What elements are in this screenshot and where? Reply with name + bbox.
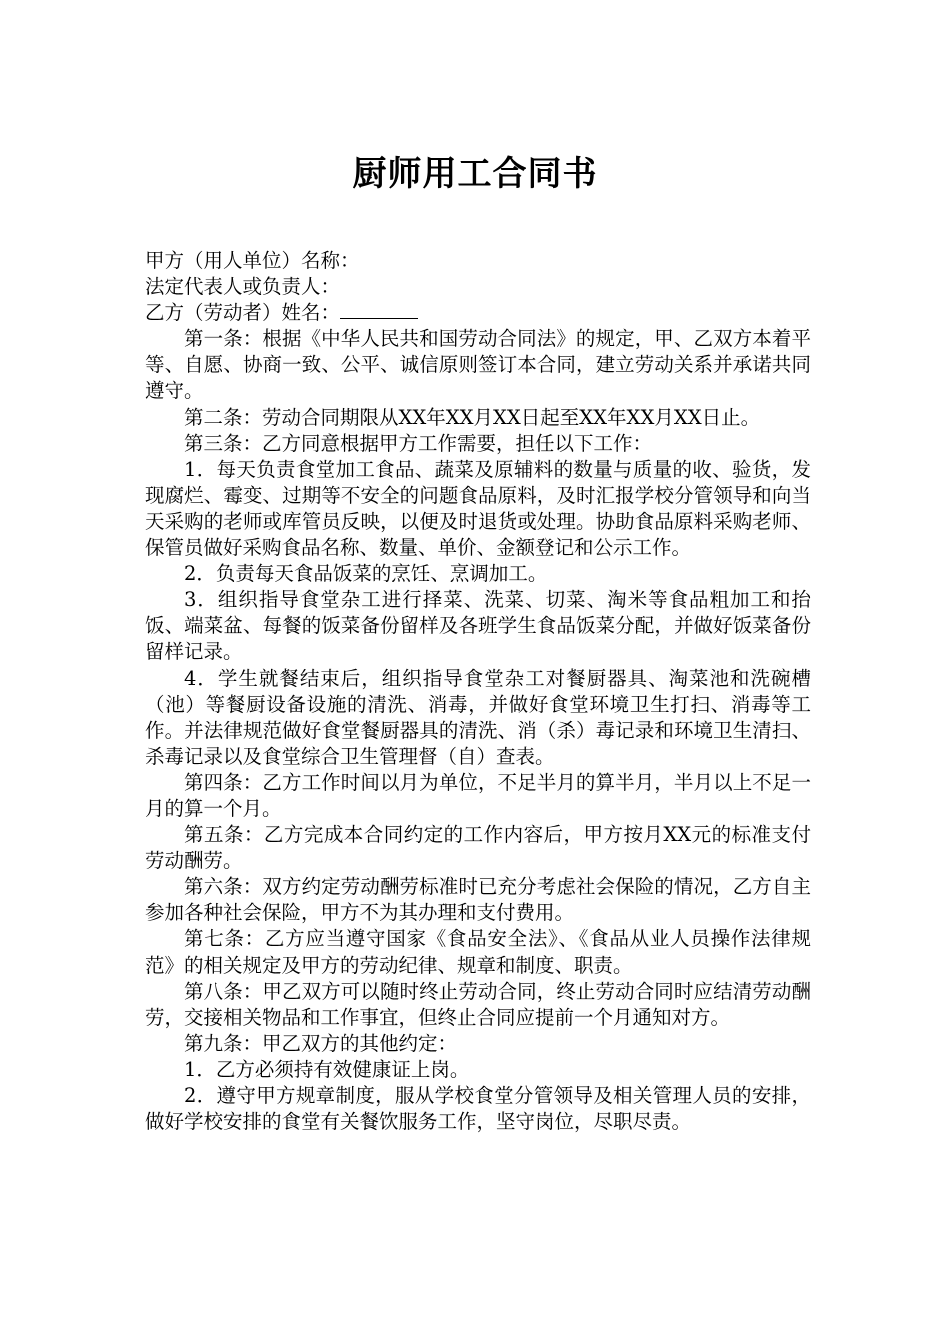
article-3-item-3: 3．组织指导食堂杂工进行择菜、洗菜、切菜、淘米等食品粗加工和抬饭、端菜盆、每餐的饭菜备份留样及各班学生食品饭菜分配，并做好饭菜备份留样记录。 bbox=[145, 588, 811, 664]
document-body bbox=[145, 248, 811, 1135]
legal-representative-line: 法定代表人或负责人： bbox=[145, 275, 341, 299]
article-9-item-1: 1．乙方必须持有效健康证上岗。 bbox=[184, 1057, 470, 1081]
party-b-name-label: 乙方（劳动者）姓名： bbox=[145, 301, 341, 325]
article-9-item-2: 2．遵守甲方规章制度，服从学校食堂分管领导及相关管理人员的安排，做好学校安排的食堂有关餐饮服务工作，坚守岗位，尽职尽责。 bbox=[145, 1084, 811, 1134]
article-1: 第一条：根据《中华人民共和国劳动合同法》的规定，甲、乙双方本着平等、自愿、协商一致、公平、诚信原则签订本合同，建立劳动关系并承诺共同遵守。 bbox=[145, 327, 811, 403]
article-8: 第八条：甲乙双方可以随时终止劳动合同，终止劳动合同时应结清劳动酬劳，交接相关物品和工作事宜，但终止合同应提前一个月通知对方。 bbox=[145, 979, 811, 1029]
article-3-item-2: 2．负责每天食品饭菜的烹饪、烹调加工。 bbox=[184, 562, 548, 586]
party-a-name-line: 甲方（用人单位）名称： bbox=[145, 249, 360, 272]
document-title: 厨师用工合同书 bbox=[352, 154, 598, 194]
article-9: 第九条：甲乙双方的其他约定： bbox=[184, 1031, 458, 1055]
article-3-item-4: 4．学生就餐结束后，组织指导食堂杂工对餐厨器具、淘菜池和洗碗槽（池）等餐厨设备设施的清洗、消毒，并做好食堂环境卫生打扫、消毒等工作。并法律规范做好食堂餐厨器具的清洗、消（杀）毒记录和环境卫生清扫、杀毒记录以及食堂综合卫生管理督（自）查表。 bbox=[145, 666, 811, 768]
article-7: 第七条：乙方应当遵守国家《食品安全法》、《食品从业人员操作法律规范》的相关规定及甲方的劳动纪律、规章和制度、职责。 bbox=[145, 927, 811, 977]
article-4: 第四条：乙方工作时间以月为单位，不足半月的算半月，半月以上不足一月的算一个月。 bbox=[145, 770, 811, 820]
party-b-name-line bbox=[145, 300, 811, 326]
article-5: 第五条：乙方完成本合同约定的工作内容后，甲方按月XX元的标准支付劳动酬劳。 bbox=[145, 823, 811, 873]
article-2: 第二条：劳动合同期限从XX年XX月XX日起至XX年XX月XX日止。 bbox=[184, 405, 761, 429]
article-6: 第六条：双方约定劳动酬劳标准时已充分考虑社会保险的情况，乙方自主参加各种社会保险，甲方不为其办理和支付费用。 bbox=[145, 875, 811, 925]
article-3-item-1: 1．每天负责食堂加工食品、蔬菜及原辅料的数量与质量的收、验货，发现腐烂、霉变、过期等不安全的问题食品原料，及时汇报学校分管领导和向当天采购的老师或库管员反映，以便及时退货或处理。协助食品原料采购老师、保管员做好采购食品名称、数量、单价、金额登记和公示工作。 bbox=[145, 457, 811, 560]
party-b-name-blank bbox=[340, 300, 418, 319]
article-3: 第三条：乙方同意根据甲方工作需要，担任以下工作： bbox=[184, 431, 653, 455]
